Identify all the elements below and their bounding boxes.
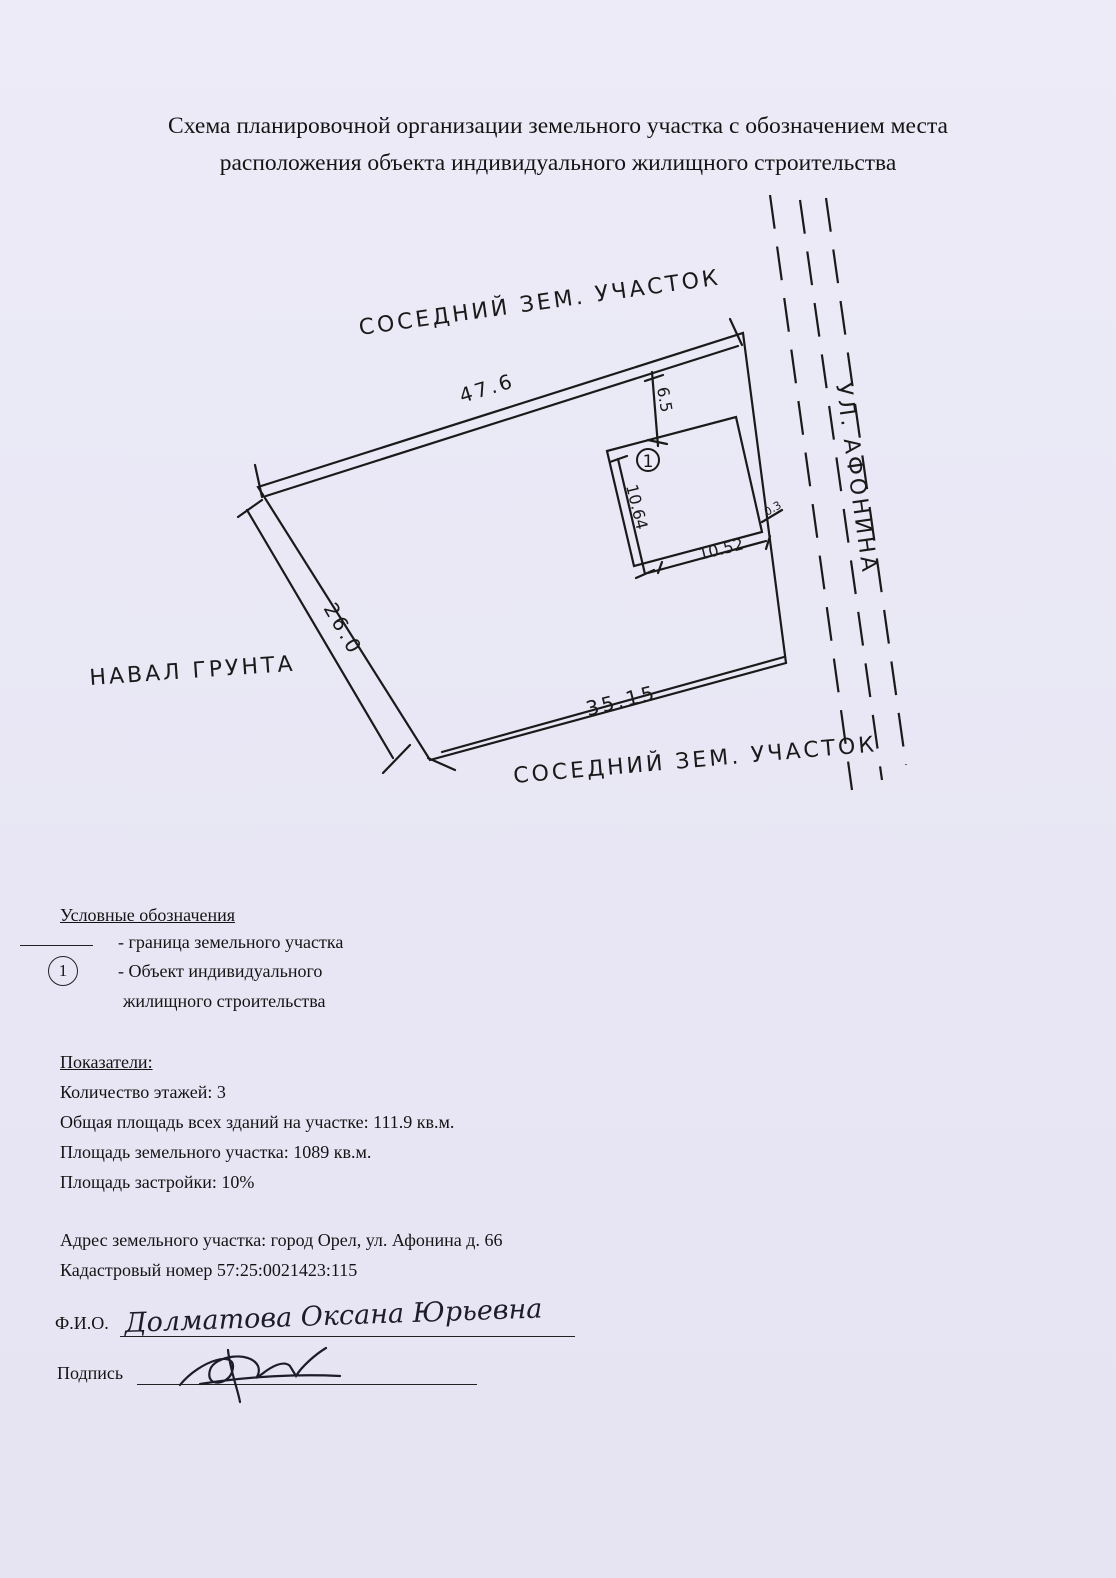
title-line-1: Схема планировочной организации земельного участка с обозначением места [168,113,948,139]
dim-tick [255,465,262,497]
legend-boundary-line-sample [20,945,93,946]
dim-house-height-value: 10.64 [622,482,652,532]
legend-boundary-label: - граница земельного участка [118,932,344,952]
signature-label: Подпись [57,1363,124,1383]
indicator-floors: Количество этажей: 3 [60,1082,226,1102]
dim-tick [645,375,663,381]
address-line: Адрес земельного участка: город Орел, ул. Афонина д. 66 [60,1230,503,1250]
title-line-2: расположения объекта индивидуального жилищного строительства [219,150,897,176]
street-edge-lines [770,195,906,790]
legend-object-label-1: - Объект индивидуального [118,961,323,981]
street-name-label: УЛ. АФОНИНА [830,381,882,576]
indicators-heading: Показатели: [60,1052,153,1072]
object-marker-number: 1 [642,452,654,472]
dim-top-value: 47.6 [456,368,518,408]
dim-offset-right-value: 0.3 [762,498,784,519]
fio-label: Ф.И.О. [55,1313,109,1333]
indicator-land-area: Площадь земельного участка: 1089 кв.м. [60,1142,372,1162]
dim-tick [730,319,742,345]
indicator-total-area: Общая площадь всех зданий на участке: 111.9 кв.м. [60,1112,455,1132]
neighbor-plot-top-label: СОСЕДНИЙ ЗЕМ. УЧАСТОК [357,265,723,341]
handwritten-signature-area [0,1290,700,1420]
legend-section [60,900,760,930]
neighbor-plot-bottom-label: СОСЕДНИЙ ЗЕМ. УЧАСТОК [512,732,878,789]
dim-house-width-value: 10.52 [696,534,746,564]
dim-tick [658,562,662,573]
dim-bottom-value: 35.15 [583,680,660,721]
signature-scribble [180,1348,340,1402]
soil-heap-label: НАВАЛ ГРУНТА [88,651,297,691]
legend-object-label-2: жилищного строительства [123,991,326,1011]
indicator-coverage: Площадь застройки: 10% [60,1172,255,1192]
address-section [60,1225,860,1285]
dim-line-left [247,510,393,758]
cadastral-number-line: Кадастровый номер 57:25:0021423:115 [60,1260,358,1280]
dim-left-value: 26.0 [318,598,368,660]
legend-object-marker: 1 [48,956,78,986]
indicators-section [60,1047,860,1197]
legend-heading: Условные обозначения [60,905,236,925]
dim-line-top [266,346,738,496]
dim-offset-top-value: 6.5 [653,385,677,414]
dim-tick [428,758,455,770]
fio-handwritten-value: Долматова Оксана Юрьевна [124,1293,543,1339]
